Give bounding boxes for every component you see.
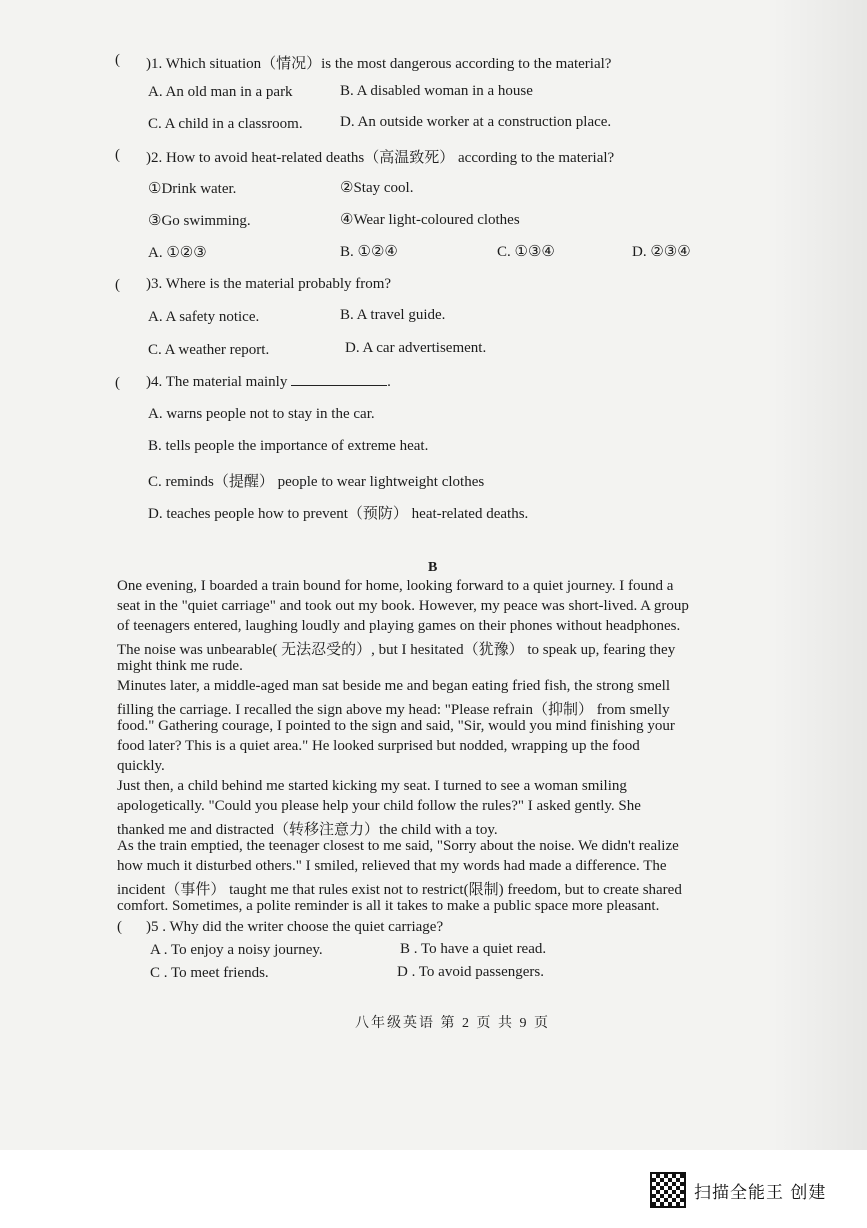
q4-stem-text: )4. The material mainly <box>146 374 288 390</box>
q3-option-c: C. A weather report. <box>148 342 270 358</box>
passage-line: Minutes later, a middle-aged man sat beside me and began eating fried fish, the strong smell <box>117 678 670 694</box>
passage-line: filling the carriage. I recalled the sign above my head: "Please refrain（抑制） from smelly <box>117 702 670 718</box>
passage-line: As the train emptied, the teenager closest to me said, "Sorry about the noise. We didn't realize <box>117 838 679 854</box>
passage-line: comfort. Sometimes, a polite reminder is all it takes to make a public space more pleasant. <box>117 898 660 914</box>
q1-option-b: B. A disabled woman in a house <box>340 83 533 99</box>
page-footer: 八年级英语 第 2 页 共 9 页 <box>355 1016 550 1031</box>
q5-paren: ( <box>117 919 122 935</box>
q4-option-c: C. reminds（提醒） people to wear lightweight clothes <box>148 474 485 490</box>
passage-line: food later? This is a quiet area." He looked surprised but nodded, wrapping up the food <box>117 738 640 754</box>
scan-shadow <box>772 0 867 1150</box>
q5-option-d: D . To avoid passengers. <box>397 964 544 980</box>
watermark-text: 扫描全能王 创建 <box>694 1182 827 1203</box>
q1-paren: ( <box>115 52 120 68</box>
q5-option-b: B . To have a quiet read. <box>400 941 547 957</box>
q2-stem: )2. How to avoid heat-related deaths（高温致死） according to the material? <box>146 150 615 166</box>
passage-line: thanked me and distracted（转移注意力）the child with a toy. <box>117 822 498 838</box>
q4-stem-end: . <box>387 374 391 390</box>
q2-option-b: B. ①②④ <box>340 244 398 260</box>
passage-line: how much it disturbed others." I smiled, relieved that my words had made a difference. The <box>117 858 667 874</box>
q1-option-c: C. A child in a classroom. <box>148 116 303 132</box>
q1-stem: )1. Which situation（情况）is the most dangerous according to the material? <box>146 56 612 72</box>
q1-option-a: A. An old man in a park <box>148 84 293 100</box>
q2-choice-1: ①Drink water. <box>148 181 237 197</box>
q4-stem <box>146 374 391 391</box>
passage-line: seat in the "quiet carriage" and took out my book. However, my peace was short-lived. A group <box>117 598 689 614</box>
q2-choice-3: ③Go swimming. <box>148 213 251 229</box>
passage-line: apologetically. "Could you please help your child follow the rules?" I asked gently. She <box>117 798 641 814</box>
qr-code-icon <box>650 1172 686 1208</box>
q4-answer-blank <box>291 385 387 386</box>
q5-option-c: C . To meet friends. <box>150 965 269 981</box>
q2-paren: ( <box>115 147 120 163</box>
q5-stem: )5 . Why did the writer choose the quiet carriage? <box>146 919 444 935</box>
q3-option-a: A. A safety notice. <box>148 309 260 325</box>
scanner-watermark <box>650 1172 826 1208</box>
q4-option-a: A. warns people not to stay in the car. <box>148 406 375 422</box>
q3-stem: )3. Where is the material probably from? <box>146 276 392 292</box>
q2-choice-2: ②Stay cool. <box>340 180 414 196</box>
q3-paren: ( <box>115 277 120 293</box>
q3-option-b: B. A travel guide. <box>340 307 446 323</box>
passage-line: quickly. <box>117 758 165 774</box>
passage-line: incident（事件） taught me that rules exist not to restrict(限制) freedom, but to create shared <box>117 882 682 898</box>
q4-option-b: B. tells people the importance of extreme heat. <box>148 438 429 454</box>
q5-option-a: A . To enjoy a noisy journey. <box>150 942 323 958</box>
q4-paren: ( <box>115 375 120 391</box>
passage-line: might think me rude. <box>117 658 243 674</box>
q1-option-d: D. An outside worker at a construction place. <box>340 114 612 130</box>
passage-line: of teenagers entered, laughing loudly and playing games on their phones without headphones. <box>117 618 681 634</box>
section-b-heading: B <box>428 560 438 575</box>
q2-choice-4: ④Wear light-coloured clothes <box>340 212 520 228</box>
passage-line: food." Gathering courage, I pointed to the sign and said, "Sir, would you mind finishing your <box>117 718 675 734</box>
q2-option-a: A. ①②③ <box>148 245 207 261</box>
passage-line: One evening, I boarded a train bound for home, looking forward to a quiet journey. I found a <box>117 578 674 594</box>
q2-option-d: D. ②③④ <box>632 244 691 260</box>
passage-line: The noise was unbearable( 无法忍受的）, but I hesitated（犹豫） to speak up, fearing they <box>117 642 676 658</box>
q2-option-c: C. ①③④ <box>497 244 555 260</box>
q3-option-d: D. A car advertisement. <box>345 340 487 356</box>
q4-option-d: D. teaches people how to prevent（预防） heat-related deaths. <box>148 506 529 522</box>
passage-line: Just then, a child behind me started kicking my seat. I turned to see a woman smiling <box>117 778 627 794</box>
